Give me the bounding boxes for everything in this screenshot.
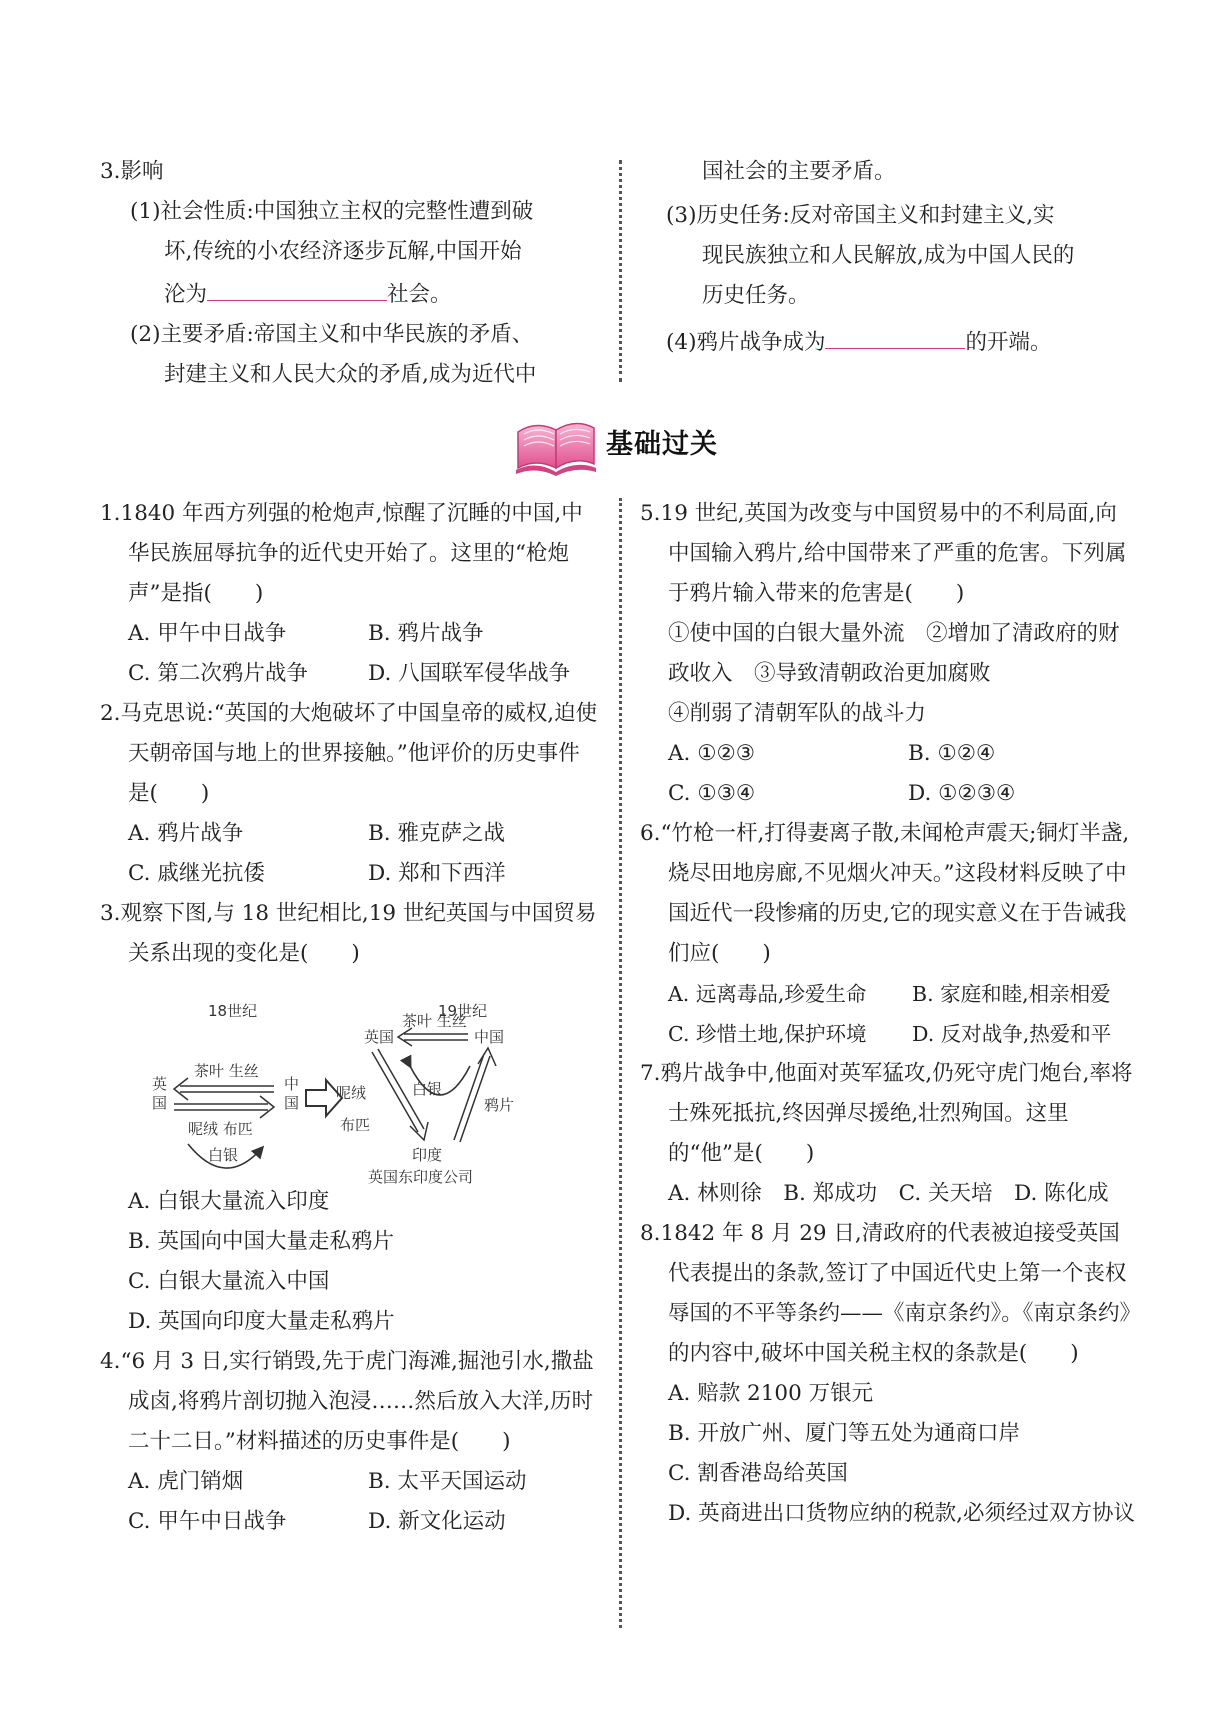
label-cn-char1: 中: [284, 1075, 300, 1093]
label-uk-char1: 英: [152, 1075, 168, 1093]
label-silver-18c: 白银: [208, 1146, 239, 1164]
question-8: 8.1842 年 8 月 29 日,清政府的代表被迫接受英国代表提出的条款,签订了中国近代史上第一个丧权辱国的不平等条约——《南京条约》。《南京条约》的内容中,破坏中国关税主权的条款是( ): [640, 1221, 1131, 1366]
q6-option-d[interactable]: D. 反对战争,热爱和平: [912, 1022, 1112, 1046]
q6-option-c[interactable]: C. 珍惜土地,保护环境: [668, 1022, 867, 1046]
label-wool-19c: 呢绒: [336, 1084, 367, 1102]
q6-option-a[interactable]: A. 远离毒品,珍爱生命: [668, 982, 867, 1006]
q5-option-a[interactable]: A. ①②③: [668, 741, 756, 766]
s3-item1-line3: [100, 272, 598, 315]
label-wool-cloth: 呢绒 布匹: [188, 1120, 253, 1138]
fill-blank-start[interactable]: [825, 320, 965, 349]
q1-option-b[interactable]: B. 鸦片战争: [368, 621, 484, 646]
section-title: 基础过关: [606, 429, 718, 460]
q5-option-c[interactable]: C. ①③④: [668, 781, 756, 806]
question-3: 3.观察下图,与 18 世纪相比,19 世纪英国与中国贸易关系出现的变化是( ): [100, 901, 597, 966]
question-6: 6.“竹枪一杆,打得妻离子散,未闻枪声震天;铜灯半盏,烧尽田地房廊,不见烟火冲天。”这段材料反映了中国近代一段惨痛的历史,它的现实意义在于告诫我们应( ): [640, 821, 1130, 966]
r-item3-line1: (3)历史任务:反对帝国主义和封建主义,实: [666, 203, 1055, 228]
q2-option-d[interactable]: D. 郑和下西洋: [368, 861, 506, 886]
q8-option-d[interactable]: D. 英商进出口货物应纳的税款,必须经过双方协议: [668, 1501, 1135, 1526]
label-cloth-19c: 布匹: [340, 1116, 371, 1134]
s3-item1-line1: (1)社会性质:中国独立主权的完整性遭到破: [130, 199, 534, 224]
q6-option-b[interactable]: B. 家庭和睦,相亲相爱: [912, 982, 1111, 1006]
r-item3-line3: 历史任务。: [702, 283, 810, 308]
trade-diagram: [140, 994, 560, 1194]
q1-option-a[interactable]: A. 甲午中日战争: [128, 621, 287, 646]
section-header: [514, 410, 754, 480]
right-column: [640, 494, 1138, 1534]
r-item4: [666, 320, 1136, 363]
arrow-opium-to-cn: [454, 1048, 496, 1142]
s3-item1-line2: 坏,传统的小农经济逐步瓦解,中国开始: [164, 239, 522, 264]
r4-text-end: 的开端。: [965, 330, 1052, 355]
label-uk-19c: 英国: [364, 1028, 395, 1046]
q5-option-b[interactable]: B. ①②④: [908, 741, 996, 766]
q3-option-d[interactable]: D. 英国向印度大量走私鸦片: [128, 1309, 395, 1334]
arrow-tea-to-uk: [174, 1078, 274, 1100]
arrow-wool-to-cn: [174, 1096, 274, 1118]
column-divider-top: [619, 160, 622, 382]
label-19th-century: 19世纪: [438, 1002, 488, 1020]
label-tea-silk: 茶叶 生丝: [194, 1062, 259, 1080]
q1-option-d[interactable]: D. 八国联军侵华战争: [368, 661, 571, 686]
open-book-icon: [514, 410, 598, 476]
label-east-india-company: 英国东印度公司: [368, 1168, 474, 1186]
label-18th-century: 18世纪: [208, 1002, 258, 1020]
q8-option-c[interactable]: C. 割香港岛给英国: [668, 1461, 848, 1486]
q3-option-b[interactable]: B. 英国向中国大量走私鸦片: [128, 1229, 394, 1254]
column-divider-main: [619, 498, 622, 1628]
question-1: 1.1840 年西方列强的枪炮声,惊醒了沉睡的中国,中华民族屈辱抗争的近代史开始了。这里的“枪炮声”是指( ): [100, 501, 583, 606]
q2-option-a[interactable]: A. 鸦片战争: [128, 821, 244, 846]
question-4: 4.“6 月 3 日,实行销毁,先于虎门海滩,掘池引水,撒盐成卤,将鸦片剖切抛入泡浸……然后放入大洋,历时二十二日。”材料描述的历史事件是( ): [100, 1349, 594, 1454]
label-silver-19c: 白银: [412, 1080, 443, 1098]
q4-option-d[interactable]: D. 新文化运动: [368, 1509, 506, 1534]
fill-blank-society[interactable]: [207, 272, 387, 301]
question-5: 5.19 世纪,英国为改变与中国贸易中的不利局面,向中国输入鸦片,给中国带来了严重的危害。下列属于鸦片输入带来的危害是( ): [640, 501, 1127, 606]
top-left-block: [100, 152, 598, 395]
s3-item2-line1: (2)主要矛盾:帝国主义和中华民族的矛盾、: [130, 322, 534, 347]
top-right-block: [666, 152, 1136, 363]
arrow-tea-to-uk-19c: [398, 1028, 468, 1046]
s3-text-end: 社会。: [387, 282, 452, 307]
q2-option-c[interactable]: C. 戚继光抗倭: [128, 861, 265, 886]
label-uk-char2: 国: [152, 1094, 168, 1112]
label-opium: 鸦片: [484, 1096, 515, 1114]
section-3-title: 3.影响: [100, 159, 164, 184]
q1-option-c[interactable]: C. 第二次鸦片战争: [128, 661, 308, 686]
q7-options[interactable]: A. 林则徐 B. 郑成功 C. 关天培 D. 陈化成: [668, 1181, 1109, 1206]
q5-option-d[interactable]: D. ①②③④: [908, 781, 1016, 806]
q4-option-b[interactable]: B. 太平天国运动: [368, 1469, 527, 1494]
label-india: 印度: [412, 1146, 443, 1164]
q3-option-a[interactable]: A. 白银大量流入印度: [128, 1189, 330, 1214]
r4-text: (4)鸦片战争成为: [666, 330, 826, 355]
r-line1: 国社会的主要矛盾。: [702, 159, 896, 184]
q8-option-a[interactable]: A. 赔款 2100 万银元: [668, 1381, 874, 1406]
label-cn-char2: 国: [284, 1094, 300, 1112]
q8-option-b[interactable]: B. 开放广州、厦门等五处为通商口岸: [668, 1421, 1020, 1446]
q4-option-c[interactable]: C. 甲午中日战争: [128, 1509, 287, 1534]
q3-option-c[interactable]: C. 白银大量流入中国: [128, 1269, 330, 1294]
label-cn-19c: 中国: [474, 1028, 505, 1046]
q2-option-b[interactable]: B. 雅克萨之战: [368, 821, 505, 846]
question-2: 2.马克思说:“英国的大炮破坏了中国皇帝的威权,迫使天朝帝国与地上的世界接触。”他评价的历史事件是( ): [100, 701, 598, 806]
q4-option-a[interactable]: A. 虎门销烟: [128, 1469, 244, 1494]
q5-statements: ①使中国的白银大量外流 ②增加了清政府的财政收入 ③导致清朝政治更加腐败: [668, 621, 1120, 686]
s3-text: 沦为: [164, 282, 208, 307]
question-7: 7.鸦片战争中,他面对英军猛攻,仍死守虎门炮台,率将士殊死抵抗,终因弹尽援绝,壮烈殉国。这里的“他”是( ): [640, 1061, 1133, 1166]
r-item3-line2: 现民族独立和人民解放,成为中国人民的: [702, 243, 1075, 268]
q5-statement-4: ④削弱了清朝军队的战斗力: [668, 701, 927, 726]
label-tea-silk-19c: 茶叶 生丝: [402, 1012, 467, 1030]
s3-item2-line2: 封建主义和人民大众的矛盾,成为近代中: [164, 362, 537, 387]
